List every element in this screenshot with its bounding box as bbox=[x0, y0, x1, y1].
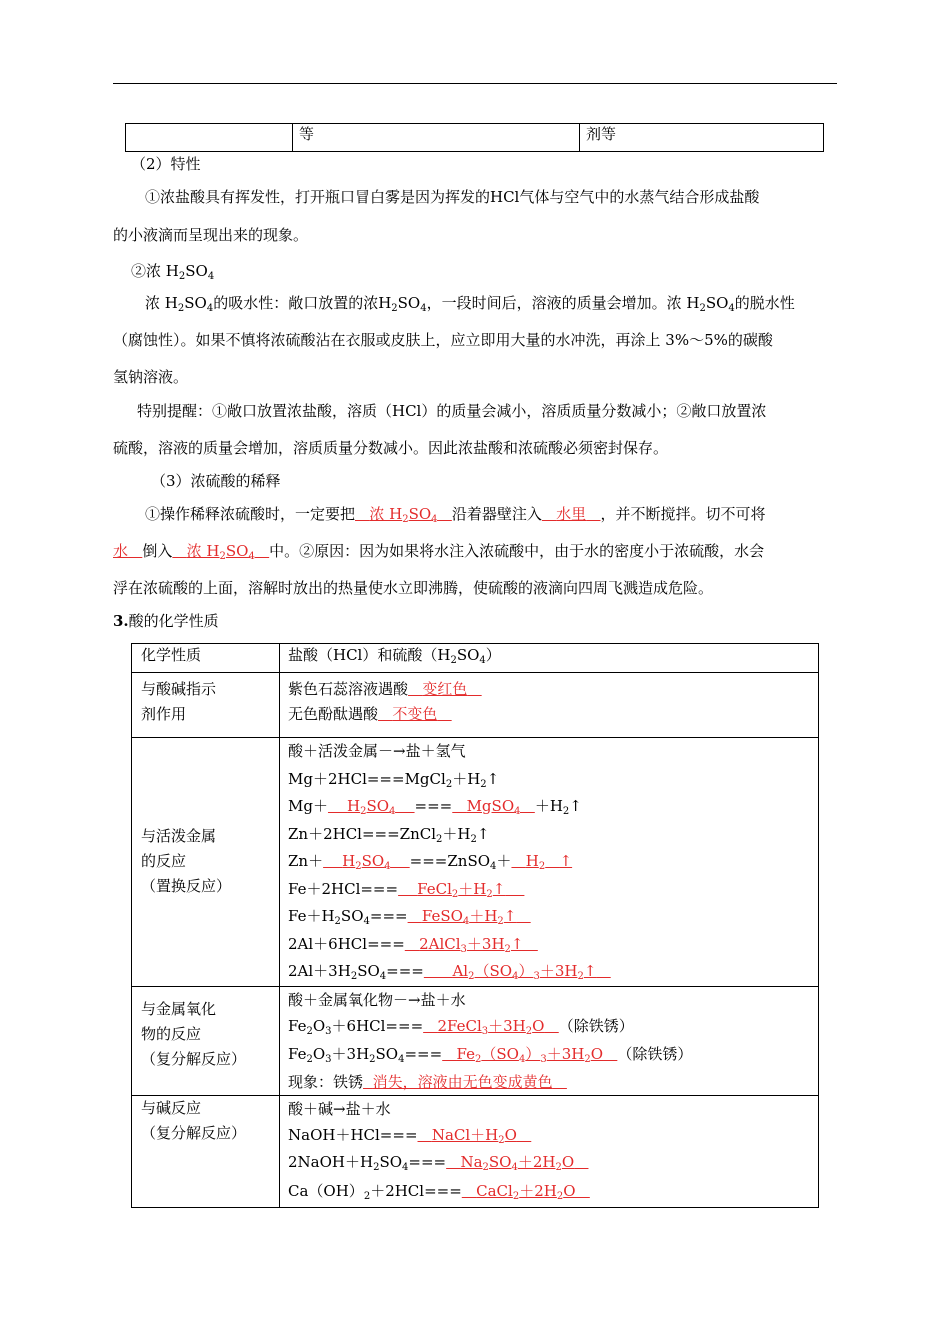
row-label: 与金属氧化 物的反应 （复分解反应） bbox=[132, 986, 280, 1095]
table-row bbox=[132, 673, 819, 738]
paragraph: 硫酸，溶液的质量会增加，溶质质量分数减小。因此浓盐酸和浓硫酸必须密封保存。 bbox=[113, 439, 669, 457]
row-content: 酸＋碱→盐＋水 NaOH＋HCl=== $NaCl+H_2O$ $2NaOH+H_2SO_4===$ $Na_2SO_4+2H_2O$ $Ca(OH)_2+2HCl===$ $CaCl_2+2H_2O$ bbox=[280, 1095, 819, 1207]
table-row bbox=[132, 738, 819, 987]
paragraph: ①浓盐酸具有挥发性，打开瓶口冒白雾是因为挥发的HCl气体与空气中的水蒸气结合形成盐酸 bbox=[145, 188, 760, 206]
top-table-cell: 等 bbox=[293, 124, 580, 152]
acid-properties-table bbox=[131, 643, 819, 1208]
section-heading: （2）特性 bbox=[131, 155, 201, 173]
table-row bbox=[132, 644, 819, 673]
paragraph: （腐蚀性）。如果不慎将浓硫酸沾在衣服或皮肤上，应立即用大量的水冲洗，再涂上 3%～5%的碳酸 bbox=[113, 331, 773, 349]
paragraph: 水 倒入 浓 $H_2SO_4$ 中。②原因：因为如果将水注入浓硫酸中，由于水的密度小于浓硫酸，水会 bbox=[113, 542, 765, 562]
paragraph: 特别提醒：①敞口放置浓盐酸，溶质（HCl）的质量会减小，溶质质量分数减小；②敞口放置浓 bbox=[137, 402, 767, 420]
row-content: 酸＋金属氧化物－→盐＋水 $Fe_2O_3+6HCl===$ $2FeCl_3+3H_2O$ （除铁锈） $Fe_2O_3+3H_2SO_4===$ $Fe_2(SO_4)_3+3H_2O$ （除铁锈） 现象：铁锈 消失，溶液由无色变成黄色 bbox=[280, 986, 819, 1095]
header-cell: 盐酸（HCl）和硫酸$(H_2SO_4)$ bbox=[280, 644, 819, 673]
paragraph: 的小液滴而呈现出来的现象。 bbox=[113, 226, 309, 244]
section-title: 3.酸的化学性质 bbox=[113, 612, 219, 630]
paragraph: 氢钠溶液。 bbox=[113, 368, 189, 386]
row-label: 与活泼金属 的反应 （置换反应） bbox=[132, 738, 280, 987]
top-table-cell bbox=[126, 124, 293, 152]
header-rule bbox=[113, 83, 837, 84]
paragraph: ①操作稀释浓硫酸时，一定要把 浓 $H_2SO_4$ 沿着器壁注入 水里 ，并不断搅拌。切不可将 bbox=[145, 505, 766, 525]
top-table-fragment bbox=[125, 123, 824, 152]
section-heading: （3）浓硫酸的稀释 bbox=[151, 472, 281, 490]
subheading: ②浓 $H_2SO_4$ bbox=[131, 262, 215, 282]
row-label: 与碱反应 （复分解反应） bbox=[132, 1095, 280, 1207]
paragraph: 浮在浓硫酸的上面，溶解时放出的热量使水立即沸腾，使硫酸的液滴向四周飞溅造成危险。 bbox=[113, 579, 714, 597]
row-label: 与酸碱指示 剂作用 bbox=[132, 673, 280, 738]
table-row bbox=[132, 1095, 819, 1207]
paragraph: 浓 $H_2SO_4$的吸水性：敞口放置的浓$H_2SO_4$，一段时间后，溶液的质量会增加。浓 $H_2SO_4$的脱水性 bbox=[145, 294, 795, 314]
header-cell: 化学性质 bbox=[132, 644, 280, 673]
table-row bbox=[132, 986, 819, 1095]
row-content: 紫色石蕊溶液遇酸 变红色 无色酚酞遇酸 不变色 bbox=[280, 673, 819, 738]
top-table-cell: 剂等 bbox=[580, 124, 824, 152]
row-content: 酸＋活泼金属－→盐＋氢气 $Mg+2HCl===MgCl_2+H_2↑$ Mg＋ $H_2SO_4$ === MgSO$_4$ $+H_2↑$ $Zn+2HCl===ZnCl_2+H_2↑$ Zn＋ $H_2SO_4$ ===ZnSO$_4$＋ $H_2$ ↑ Fe＋2HCl=== $FeCl_2+H_2↑$ $Fe+H_2SO_4===$ $FeSO_4+H_2↑$ 2Al＋6HCl=== $2AlCl_3+3H_2↑$ $2Al+3H_2SO_4===$ $Al_2(SO_4)_3+3H_2↑$ bbox=[280, 738, 819, 987]
